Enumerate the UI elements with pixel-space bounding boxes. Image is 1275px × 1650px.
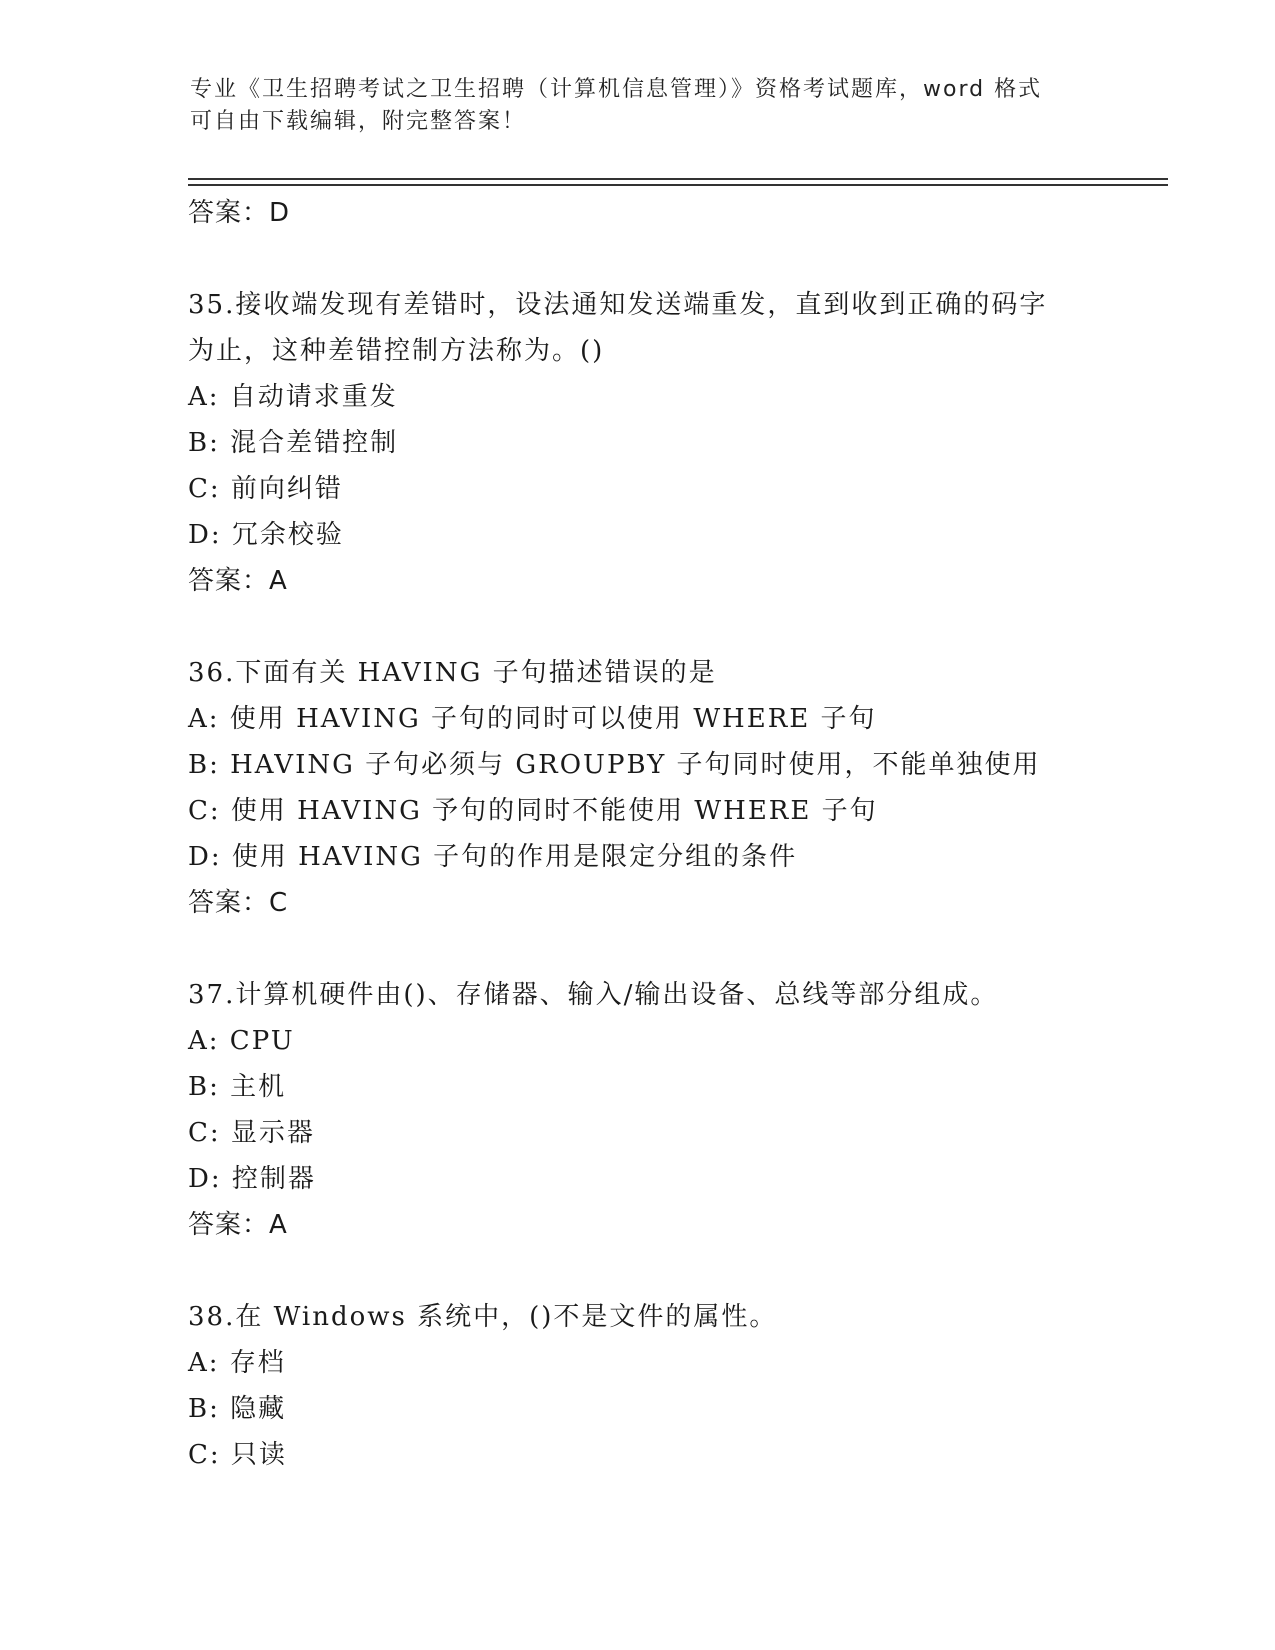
header-divider-top	[188, 178, 1168, 180]
answer: 答案：A	[188, 566, 288, 596]
question-35	[188, 282, 1168, 604]
option-a: A: 自动请求重发	[188, 382, 398, 412]
option-b: B: HAVING 子句必须与 GROUPBY 子句同时使用，不能单独使用	[188, 750, 1041, 780]
question-stem: 35.接收端发现有差错时，设法通知发送端重发，直到收到正确的码字	[188, 290, 1048, 320]
option-d: D: 控制器	[188, 1164, 316, 1194]
header-line-2: 可自由下载编辑，附完整答案！	[190, 109, 527, 134]
option-b: B: 混合差错控制	[188, 428, 399, 458]
question-37	[188, 972, 1168, 1248]
question-list	[188, 190, 1168, 1478]
spacer	[188, 236, 1168, 282]
question-stem: 36.下面有关 HAVING 子句描述错误的是	[188, 658, 717, 688]
spacer	[188, 1248, 1168, 1294]
answer: 答案：A	[188, 1210, 288, 1240]
header-line-1: 专业《卫生招聘考试之卫生招聘（计算机信息管理）》资格考试题库，word 格式	[190, 77, 1043, 102]
question-36	[188, 650, 1168, 926]
option-c: C: 显示器	[188, 1118, 315, 1148]
answer: 答案：C	[188, 888, 289, 918]
option-d: D: 冗余校验	[188, 520, 344, 550]
option-c: C: 只读	[188, 1440, 287, 1470]
spacer	[188, 926, 1168, 972]
option-a: A: 使用 HAVING 子句的同时可以使用 WHERE 子句	[188, 704, 877, 734]
option-a: A: CPU	[188, 1026, 295, 1056]
question-38	[188, 1294, 1168, 1478]
question-stem: 37.计算机硬件由()、存储器、输入/输出设备、总线等部分组成。	[188, 980, 999, 1010]
option-b: B: 隐藏	[188, 1394, 287, 1424]
document-header	[190, 74, 1090, 138]
header-divider-bottom	[188, 184, 1168, 186]
option-d: D: 使用 HAVING 子句的作用是限定分组的条件	[188, 842, 798, 872]
spacer	[188, 604, 1168, 650]
option-c: C: 使用 HAVING 予句的同时不能使用 WHERE 子句	[188, 796, 878, 826]
question-stem: 38.在 Windows 系统中，()不是文件的属性。	[188, 1302, 778, 1332]
previous-answer: 答案：D	[188, 198, 291, 228]
option-a: A: 存档	[188, 1348, 286, 1378]
question-stem-continued: 为止，这种差错控制方法称为。()	[188, 336, 605, 366]
option-b: B: 主机	[188, 1072, 287, 1102]
option-c: C: 前向纠错	[188, 474, 343, 504]
